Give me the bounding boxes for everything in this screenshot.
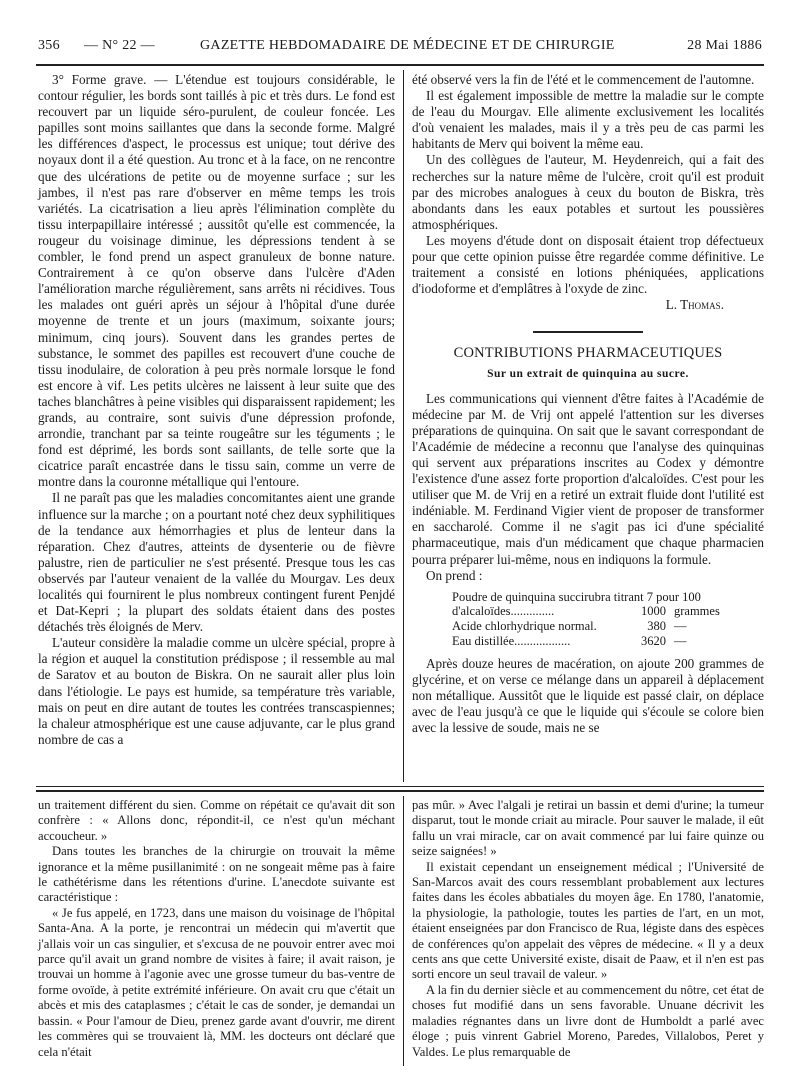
paragraph: L'auteur considère la maladie comme un ulcère spécial, propre à la région et auquel la constitution prédispose ; il ressemble au mal de Saratov et au bouton de Biskra. On ne saurait aller plus loin dans l'étiologie. Le pays est humide, sa température très variable, mais on peut en dire autant de toutes les contrées transcaspiennes; la chaleur atmosphérique est une cause adjuvante, car le plus grand nombre de cas a: [38, 635, 395, 747]
paragraph: Un des collègues de l'auteur, M. Heydenreich, qui a fait des recherches sur la nature même de l'ulcère, croit qu'il est produit par des microbes analogues à ceux du bouton de Biskra, très abondants dans les eaux potables et surtout les poussières atmosphériques.: [412, 152, 764, 232]
feuilleton-left-column: [38, 798, 395, 1060]
paragraph: été observé vers la fin de l'été et le commencement de l'automne.: [412, 72, 755, 87]
paragraph: Il existait cependant un enseignement médical ; l'Université de San-Marcos avait des cours ressemblant probablement aux lectures faites dans les écoles abbatiales du moyen âge. En 1780, l'anatomie, la physiologie, la pathologie, toutes les parties de l'art, en un mot, étaient enseignées par don Francisco de Rua, légiste dans des espèces de conférences qu'on appelait des vêpres de médecine. « Il y a deux cents ans que cette Université existe, disait de Paaw, et il n'en est pas sorti encore un seul travail de valeur. »: [412, 859, 764, 982]
paragraph: pas mûr. » Avec l'algali je retirai un bassin et demi d'urine; la tumeur disparut, tout le monde criait au miracle. Pour sauver le malade, il eût fallu un vrai miracle, car on avait commencé par lui faire quinze ou seize saignées! »: [412, 798, 764, 859]
recipe-formula: [452, 590, 764, 648]
paragraph-on-prend: On prend :: [426, 567, 483, 583]
recipe-quantity: 3620: [641, 633, 666, 648]
journal-title: GAZETTE HEBDOMADAIRE DE MÉDECINE ET DE CHIRURGIE: [200, 38, 615, 53]
column-divider-top: [403, 70, 404, 782]
left-column: [38, 72, 395, 748]
recipe-ingredient: Acide chlorhydrique normal.: [452, 618, 597, 633]
page-header: [38, 38, 762, 60]
recipe-line: Poudre de quinquina succirubra titrant 7 pour 100: [452, 589, 701, 604]
paragraph: Dans toutes les branches de la chirurgie on trouvait la même ignorance et la même pusillanimité : on ne songeait même pas à faire le cathétérisme dans les rétentions d'urine. L'anecdote suivante est caractéristique :: [38, 844, 395, 905]
recipe-row: [452, 604, 764, 619]
feuilleton-rule-1: [36, 786, 764, 787]
page-number: 356: [38, 38, 60, 53]
recipe-ingredient: Eau distillée..................: [452, 633, 571, 648]
paragraph: 3° Forme grave. — L'étendue est toujours considérable, le contour régulier, les bords sont taillés à pic et très durs. Le fond est recouvert par un liquide séro-purulent, de couleur foncée. Les papilles sont moins saillantes que dans la seconde forme. Malgré les différences d'aspect, le processus est unique; tout dérive des noyaux dont il a été question. Au tronc et à la face, on ne rencontre que des ulcérations de petite ou de moyenne surface ; sur les jambes, il n'est pas rare d'observer en même temps les trois variétés. La cicatrisation a lieu après l'élimination complète du tissu interpapillaire intéressé ; aussitôt qu'elle est commencée, la rougeur du voisinage diminue, les dépressions tendent à se combler, le fond prend un aspect granuleux de bonne nature. Contrairement à ce qu'on observe dans l'ulcère d'Aden l'amélioration marche régulièrement, sans arrêts ni récidives. Tous les malades ont guéri après un séjour à l'hôpital d'une durée moyenne de trente et un jours (maximum, soixante jours; minimum, cinq jours). Souvent dans les grandes pertes de substance, le sommet des papilles est recouvert d'une couche de tissu inodulaire, de coloration à peu près normale lorsque le fond est encore à vif. Les petits ulcères ne laissent à leur suite que des taches blanchâtres à peine visibles qui disparaissent rapidement; les grands, au contraire, sont suivis d'une dépression profonde, arrondie, tranchant par sa teinte rougeâtre sur les téguments ; le fond est déprimé, les bords sont saillants, de telle sorte que la cicatrice paraît encastrée dans le tissu sain, comme un verre de montre dans la couronne métallique qui l'entoure.: [38, 72, 395, 490]
header-rule: [36, 64, 764, 66]
paragraph: un traitement différent du sien. Comme on répétait ce qu'avait dit son confrère : « Allons donc, répondit-il, ce n'est qu'un méchant accoucheur. »: [38, 798, 395, 843]
recipe-unit: grammes: [674, 604, 720, 619]
section-subtitle: Sur un extrait de quinquina au sucre.: [487, 367, 689, 380]
recipe-quantity: 1000: [641, 604, 666, 619]
recipe-unit: —: [674, 633, 687, 648]
recipe-quantity: 380: [647, 618, 666, 633]
feuilleton-right-column: [412, 798, 764, 1060]
recipe-unit: —: [674, 618, 687, 633]
issue-date: 28 Mai 1886: [687, 38, 762, 53]
paragraph: Les communications qui viennent d'être faites à l'Académie de médecine par M. de Vrij ont appelé l'attention sur les diverses préparations de quinquina. On sait que le savant correspondant de l'Académie de médecine a reconnu que l'analyse des quinquinas qui servent aux préparations inscrites au Codex y démontre l'existence d'une assez forte proportion d'alcaloïdes. C'est pour les utiliser que M. de Vrij en a retiré un extrait fluide dont l'utilité est indéniable. M. Ferdinand Vigier vient de proposer de transformer en saccharolé. Comme il ne s'agit pas ici d'une spécialité pharmaceutique, mais d'un médicament que chaque pharmacien pourra préparer lui-même, nous en indiquons la formule.: [412, 390, 764, 567]
paragraph: Il ne paraît pas que les maladies concomitantes aient une grande influence sur la marche ; on a pourtant noté chez deux syphilitiques de la tendance aux hémorrhagies et plus de lenteur dans la réparation. Chez d'autres, atteints de dysenterie ou de fièvre palustre, rien de particulier ne s'est présenté. Presque tous les cas observés par l'auteur venaient de la vallée du Mourgav. Les deux localités qui fournirent le plus nombreux contingent furent Penjdé et Dat-Kepri ; la plupart des soldats étaient dans des postes détachés très éloignés de Merv.: [38, 490, 395, 635]
paragraph: Les moyens d'étude dont on disposait étaient trop défectueux pour que cette opinion puisse être regardée comme définitive. Le traitement a consisté en lotions phéniquées, applications d'iodoforme et d'emplâtres à l'oxyde de zinc.: [412, 232, 764, 297]
recipe-ingredient: d'alcaloïdes..............: [452, 604, 555, 619]
paragraph: Après douze heures de macération, on ajoute 200 grammes de glycérine, et on verse ce mélange dans un appareil à déplacement non métallique. Aussitôt que le liquide est passé clair, on déplace avec de l'eau jusqu'à ce que le liquide qui s'écoule se colore bien avec la lessive de soude, mais ne se: [412, 656, 764, 736]
issue-number: — N° 22 —: [84, 38, 155, 53]
recipe-row: [452, 634, 764, 649]
section-divider: [533, 331, 643, 333]
paragraph: Il est également impossible de mettre la maladie sur le compte de l'eau du Mourgav. Elle alimente exclusivement les localités d'où venaient les malades, mais il y a très peu de cas parmi les habitants de Merv qui boivent la même eau.: [412, 88, 764, 152]
feuilleton-rule-2: [36, 790, 764, 792]
paragraph: A la fin du dernier siècle et au commencement du nôtre, cet état de choses fut modifié dans un sens favorable. Unuane décrivit les maladies régnantes dans un livre dont de Humboldt a parlé avec éloge ; puis vinrent Gabriel Moreno, Paredes, Villalobos, Peret y Valdes. Le plus remarquable de: [412, 982, 764, 1059]
section-title: CONTRIBUTIONS PHARMACEUTIQUES: [453, 345, 723, 362]
author-signature: L. Thomas.: [665, 297, 724, 313]
right-column: [412, 72, 764, 737]
paragraph: « Je fus appelé, en 1723, dans une maison du voisinage de l'hôpital Santa-Ana. A la porte, je rencontrai un médecin qui m'avertit que j'allais voir un cas singulier, et s'excusa de ne pouvoir entrer avec moi parce qu'il avait un grand nombre de visites à faire; il avait raison, je trouvai un homme à l'agonie avec une grosse tumeur du bas-ventre de forme ovoïde, à petite extrémité inférieure. On avait cru que c'était un abcès et mis des cataplasmes ; c'était le cas de sonder, je demandai un bassin. « Pour l'amour de Dieu, prenez garde avant d'ouvrir, me dirent les commères qui se trouvaient là, MM. les docteurs ont déclaré que cela n'était: [38, 905, 395, 1059]
column-divider-bottom: [403, 796, 404, 1066]
recipe-row: [452, 619, 764, 634]
